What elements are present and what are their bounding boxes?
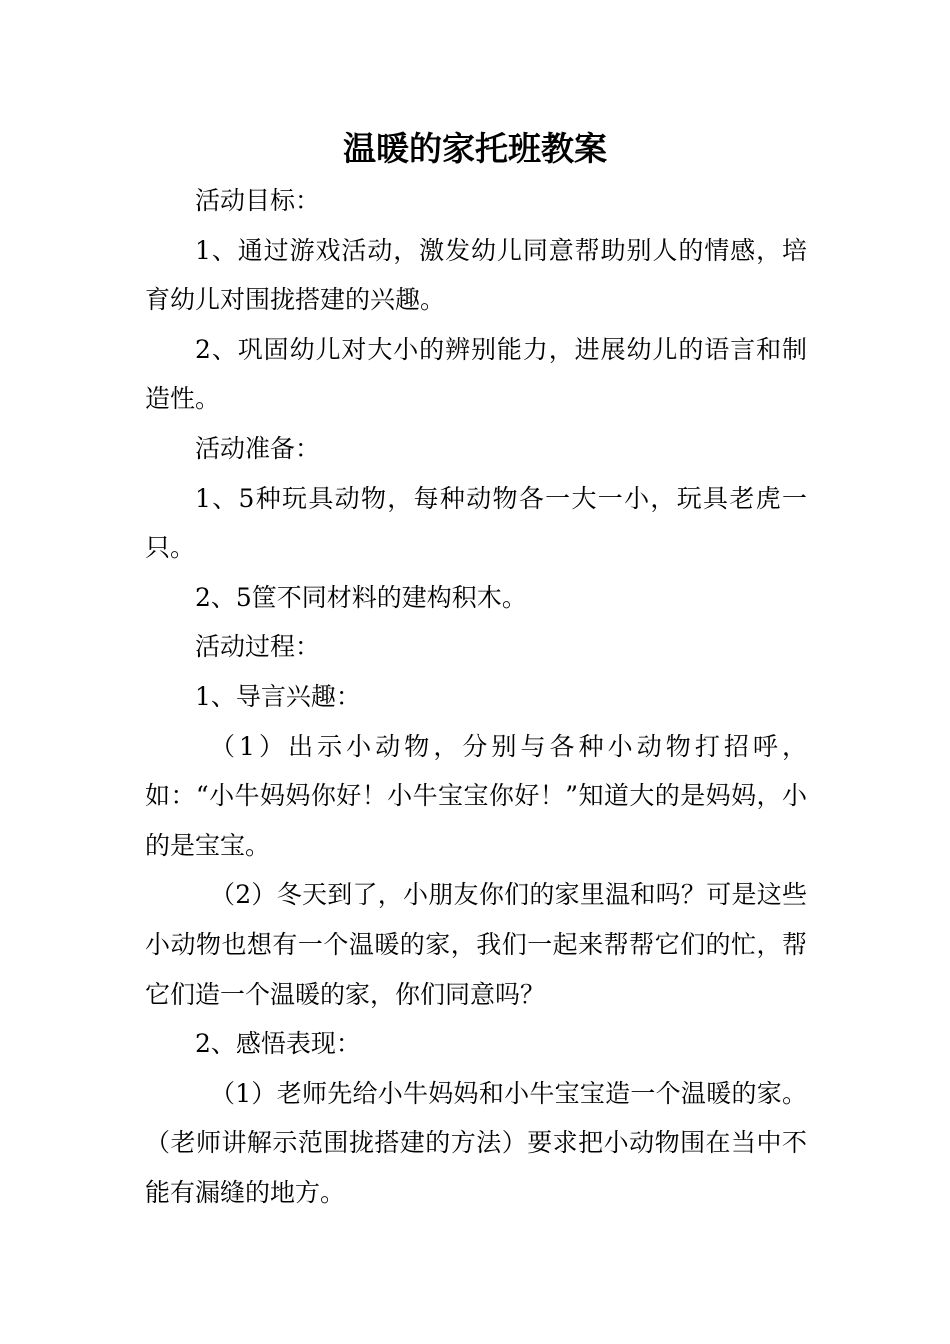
section-heading-goals: 活动目标：: [195, 186, 321, 215]
section-heading-process: 活动过程：: [195, 632, 321, 662]
paragraph-preparation-1: 1、5种玩具动物，每种动物各一大一小，玩具老虎一只。: [145, 483, 807, 563]
paragraph-goal-1: 1、通过游戏活动，激发幼儿同意帮助别人的情感，培育幼儿对围拢搭建的兴趣。: [145, 235, 807, 315]
paragraph-process-2-1: （1）老师先给小牛妈妈和小牛宝宝造一个温暖的家。（老师讲解示范围拢搭建的方法）要求把小动物围在当中不能有漏缝的地方。: [145, 1078, 807, 1207]
paragraph-goal-2: 2、巩固幼儿对大小的辨别能力，进展幼儿的语言和制造性。: [145, 334, 807, 414]
document-body: [145, 176, 807, 1217]
paragraph-process-1-1: （1）出示小动物，分别与各种小动物打招呼，如：“小牛妈妈你好！小牛宝宝你好！”知道大的是妈妈，小的是宝宝。: [145, 731, 807, 860]
paragraph-preparation-2: 2、5筐不同材料的建构积木。: [195, 582, 527, 612]
document-title: 温暖的家托班教案: [343, 129, 607, 168]
paragraph-process-2: 2、感悟表现：: [195, 1029, 361, 1059]
paragraph-process-1-2: （2）冬天到了，小朋友你们的家里温和吗？可是这些小动物也想有一个温暖的家，我们一起来帮帮它们的忙，帮它们造一个温暖的家，你们同意吗？: [145, 880, 807, 1009]
section-heading-preparation: 活动准备：: [195, 433, 321, 463]
paragraph-process-1: 1、导言兴趣：: [195, 681, 361, 711]
